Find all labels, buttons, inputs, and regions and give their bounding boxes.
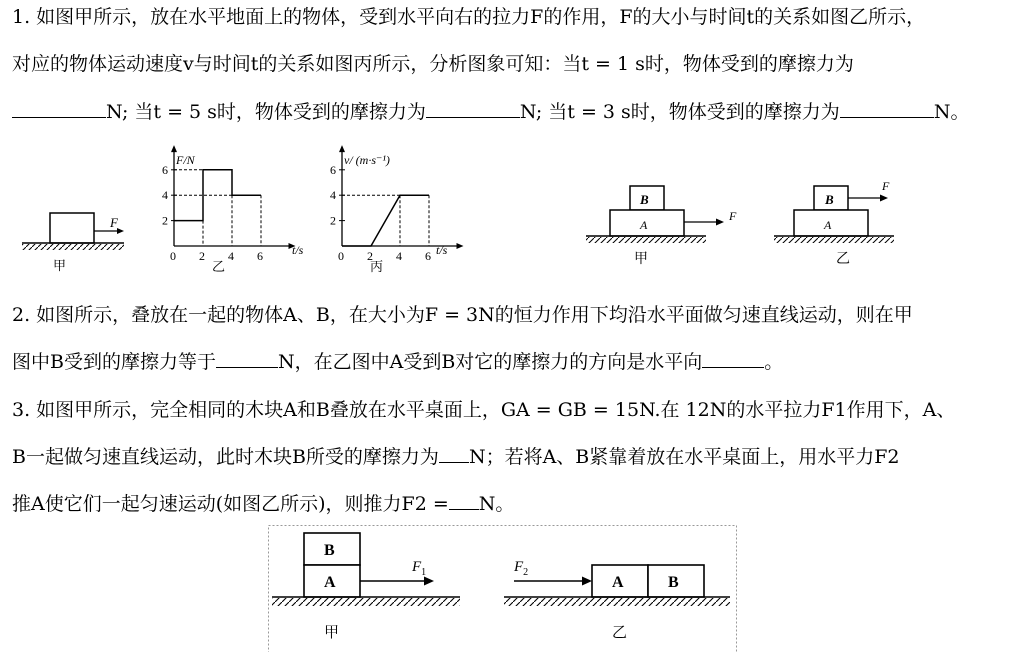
figure-caption: 乙 bbox=[212, 260, 226, 275]
y-tick-label: 6 bbox=[162, 162, 168, 177]
block-b-label: B bbox=[640, 192, 649, 207]
force-label-f1: $F_1$ bbox=[412, 559, 427, 578]
force-label: F bbox=[110, 215, 118, 230]
force-arrow-head bbox=[117, 228, 124, 234]
q2-figure-yi bbox=[770, 178, 920, 273]
q3-line-2-a: B一起做匀速直线运动，此时木块B所受的摩擦力为 bbox=[12, 446, 439, 468]
y-tick-label: 2 bbox=[330, 213, 336, 228]
y-axis-arrow bbox=[339, 145, 345, 152]
figure-caption: 甲 bbox=[53, 259, 67, 274]
q3-line-1: 3. 如图甲所示，完全相同的木块A和B叠放在水平桌面上，GA = GB = 15N.在 12N的水平拉力F1作用下，A、 bbox=[12, 399, 956, 421]
force-label-f2: $F_2$ bbox=[514, 559, 529, 578]
force-arrow-head bbox=[880, 195, 888, 202]
series-line bbox=[174, 170, 261, 221]
q1-chart-bing bbox=[318, 150, 488, 275]
q2-line-2-a: 图中B受到的摩擦力等于 bbox=[12, 351, 216, 373]
block-b-label: B bbox=[668, 574, 679, 591]
y-tick-label: 6 bbox=[330, 162, 336, 177]
q3-line-3-a: 推A使它们一起匀速运动(如图乙所示)，则推力F2 = bbox=[12, 493, 449, 515]
q2-line-1: 2. 如图所示，叠放在一起的物体A、B，在大小为F = 3N的恒力作用下均沿水平面做匀速直线运动，则在甲 bbox=[12, 304, 913, 326]
q2-line-2-b: N，在乙图中A受到B对它的摩擦力的方向是水平向 bbox=[277, 351, 703, 373]
q2-figure-jia bbox=[582, 178, 752, 273]
ground-hatch bbox=[586, 237, 706, 243]
answer-blank-5[interactable] bbox=[702, 349, 764, 368]
figure-caption: 甲 bbox=[634, 251, 648, 267]
x-tick-label: 6 bbox=[257, 249, 263, 263]
figure-caption: 甲 bbox=[324, 623, 340, 641]
ground-hatch bbox=[504, 598, 730, 606]
q1-figure-jia bbox=[20, 205, 130, 275]
block bbox=[50, 213, 94, 243]
q3-line-3-b: N。 bbox=[478, 493, 515, 515]
answer-blank-6[interactable] bbox=[439, 444, 469, 463]
y-tick-label: 2 bbox=[162, 213, 168, 228]
y-tick-label: 4 bbox=[330, 188, 336, 203]
answer-blank-2[interactable] bbox=[426, 99, 520, 118]
force-label: F bbox=[729, 209, 737, 223]
block-b-label: B bbox=[324, 542, 335, 559]
q1-line-3-a: N; 当t = 5 s时，物体受到的摩擦力为 bbox=[106, 101, 426, 123]
y-axis-label: F/N bbox=[176, 153, 195, 167]
answer-blank-4[interactable] bbox=[216, 349, 278, 368]
q1-chart-yi bbox=[150, 150, 320, 275]
series-line bbox=[342, 195, 429, 246]
ground-hatch bbox=[774, 237, 894, 243]
force-arrow-head bbox=[716, 219, 724, 226]
q1-line-3-c: N。 bbox=[933, 101, 970, 123]
x-tick-label: 4 bbox=[228, 249, 234, 263]
ground-hatch bbox=[22, 244, 124, 250]
x-tick-label: 2 bbox=[367, 249, 373, 263]
q2-line-2 bbox=[12, 349, 783, 375]
block-a-label: A bbox=[640, 218, 648, 232]
q1-line-1: 1. 如图甲所示，放在水平地面上的物体，受到水平向右的拉力F的作用，F的大小与时间t的关系如图乙所示， bbox=[12, 6, 926, 28]
x-axis-label: t/s bbox=[436, 243, 448, 257]
q3-line-2 bbox=[12, 444, 900, 470]
ground-hatch bbox=[272, 598, 460, 606]
x-tick-label: 0 bbox=[170, 249, 176, 263]
q3-line-2-b: N；若将A、B紧靠着放在水平桌面上，用水平力F2 bbox=[468, 446, 900, 468]
block-b-label: B bbox=[825, 192, 834, 207]
y-axis-label: v/ (m·s⁻¹) bbox=[344, 153, 390, 167]
figure-caption: 丙 bbox=[370, 260, 384, 275]
x-axis-label: t/s bbox=[292, 243, 304, 257]
q3-line-3 bbox=[12, 491, 514, 517]
x-axis-arrow bbox=[457, 243, 464, 249]
q2-line-2-c: 。 bbox=[764, 351, 784, 373]
y-axis-arrow bbox=[171, 145, 177, 152]
block-a-label: A bbox=[824, 218, 832, 232]
block-a-label: A bbox=[324, 574, 336, 591]
force-label: F bbox=[882, 179, 890, 193]
q1-line-2: 对应的物体运动速度v与时间t的关系如图丙所示，分析图象可知：当t = 1 s时，物体受到的摩擦力为 bbox=[12, 53, 854, 75]
x-tick-label: 6 bbox=[425, 249, 431, 263]
x-tick-label: 4 bbox=[396, 249, 402, 263]
figure-caption: 乙 bbox=[836, 251, 850, 267]
q3-figure-panel bbox=[268, 525, 738, 652]
force-arrow-head bbox=[582, 577, 592, 586]
q1-line-3 bbox=[12, 99, 969, 125]
answer-blank-3[interactable] bbox=[840, 99, 934, 118]
figure-caption: 乙 bbox=[612, 623, 628, 641]
y-tick-label: 4 bbox=[162, 188, 168, 203]
x-tick-label: 0 bbox=[338, 249, 344, 263]
answer-blank-7[interactable] bbox=[449, 491, 479, 510]
x-tick-label: 2 bbox=[199, 249, 205, 263]
block-a-label: A bbox=[612, 574, 624, 591]
q1-line-3-b: N; 当t = 3 s时，物体受到的摩擦力为 bbox=[519, 101, 840, 123]
answer-blank-1[interactable] bbox=[12, 99, 106, 118]
